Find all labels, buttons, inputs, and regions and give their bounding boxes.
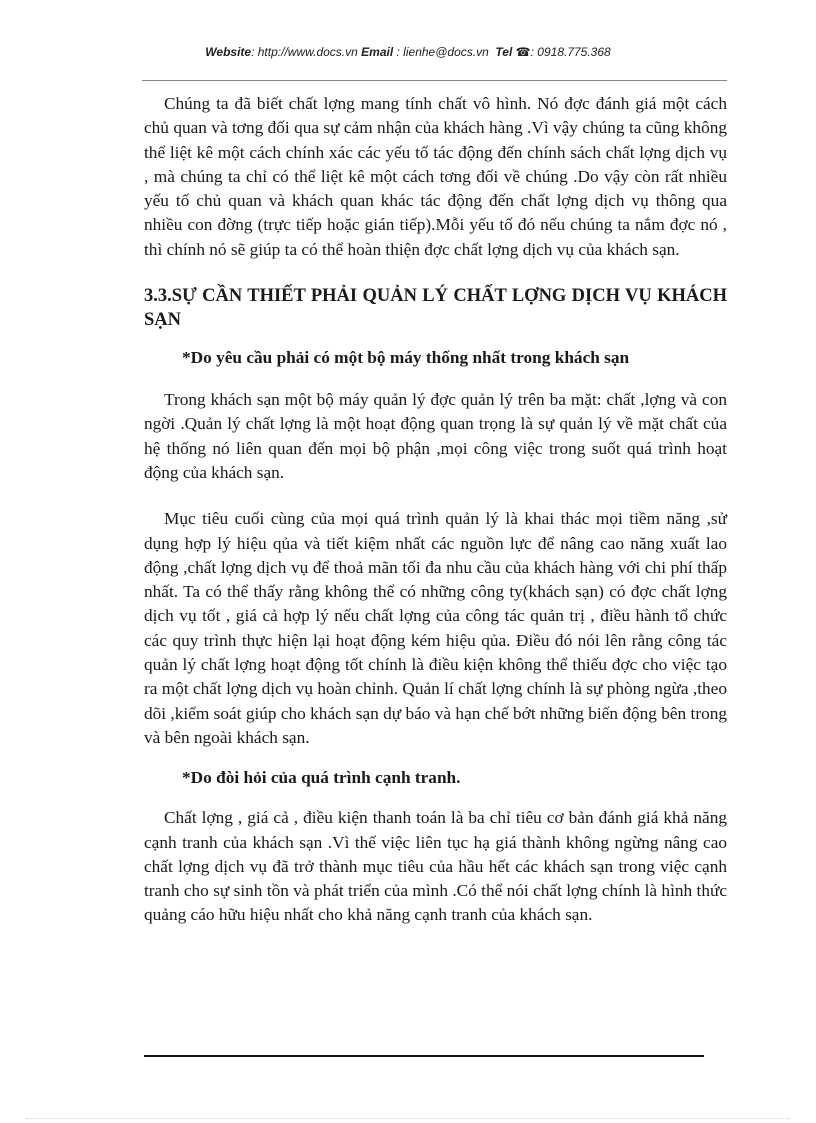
paragraph-management: Trong khách sạn một bộ máy quản lý đợc quản lý trên ba mặt: chất ,lợng và con ngời .Quản lý chất lợng là một hoạt động quan trọng là sự quản lý về mặt chất của hệ thống nó liên quan đến mọi bộ phận ,mọi công việc trong suốt quá trình hoạt động của khách sạn. [144, 390, 727, 482]
subheading-competition: *Do đòi hỏi của quá trình cạnh tranh. [182, 768, 461, 788]
document-body [144, 92, 727, 928]
subheading-unified-system: *Do yêu cầu phải có một bộ máy thống nhất trong khách sạn [182, 348, 630, 368]
website-url[interactable]: : http://www.docs.vn [251, 45, 358, 59]
paragraph-objectives: Mục tiêu cuối cùng của mọi quá trình quản lý là khai thác mọi tiềm năng ,sử dụng hợp lý hiệu qủa và tiết kiệm nhất các nguồn lực để nâng cao năng xuất lao động ,chất lợng dịch vụ để thoả mãn tối đa nhu cầu của khách hàng với chi phí thấp nhất. Ta có thể thấy rằng không thể có những công ty(khách sạn) có đợc chất lợng dịch vụ tốt , giá cả hợp lý nếu chất lợng của công tác quản trị , điều hành tổ chức các quy trình thực hiện lại hoạt động kém hiệu qủa. Điều đó nói lên rằng công tác quản lý chất lợng hoạt động tốt chính là điều kiện không thể thiếu đợc cho việc tạo ra một chất lợng dịch vụ hoàn chỉnh. Quản lí chất lợng chính là sự phòng ngừa ,theo dõi ,kiểm soát giúp cho khách sạn dự báo và hạn chế bớt những biến động bên trong và bên ngoài khách sạn. [144, 509, 727, 747]
section-heading: 3.3.SỰ CẦN THIẾT PHẢI QUẢN LÝ CHẤT LỢNG DỊCH VỤ KHÁCH SẠN [144, 286, 727, 331]
header-divider [142, 80, 727, 81]
footer-divider [144, 1055, 704, 1057]
email-label: Email [361, 45, 394, 59]
telephone-icon: ☎ [515, 45, 531, 59]
paragraph-competition: Chất lợng , giá cả , điều kiện thanh toán là ba chỉ tiêu cơ bản đánh giá khả năng cạnh tranh của khách sạn .Vì thế việc liên tục hạ giá thành không ngừng nâng cao chất lợng dịch vụ đã trở thành mục tiêu của hầu hết các khách sạn trong việc cạnh tranh cho sự sinh tồn và phát triển của mình .Có thể nói chất lợng chính là hình thức quảng cáo hữu hiệu nhất cho khả năng cạnh tranh của khách sạn. [144, 808, 727, 925]
website-label: Website [205, 45, 252, 59]
email-address[interactable]: : lienhe@docs.vn [396, 45, 489, 59]
paragraph-intro: Chúng ta đã biết chất lợng mang tính chất vô hình. Nó đợc đánh giá một cách chủ quan và tơng đối qua sự cảm nhận của khách hàng .Vì vậy chúng ta cũng không thể liệt kê một cách chính xác các yếu tố tác động đến chính sách chất lợng dịch vụ , mà chúng ta chỉ có thể liệt kê một cách tơng đối về chúng .Do vậy còn rất nhiều yếu tố chủ quan và khách quan khác tác động đến chất lợng dịch vụ thông qua nhiều con đờng (trực tiếp hoặc gián tiếp).Mỗi yếu tố đó nếu chúng ta nắm đợc nó , thì chính nó sẽ giúp ta có thể hoàn thiện đợc chất lợng dịch vụ của khách sạn. [144, 94, 727, 259]
tel-label: Tel [495, 45, 513, 59]
page-header [0, 45, 816, 59]
page-bottom-border [26, 1118, 790, 1119]
tel-number: : 0918.775.368 [530, 45, 611, 59]
